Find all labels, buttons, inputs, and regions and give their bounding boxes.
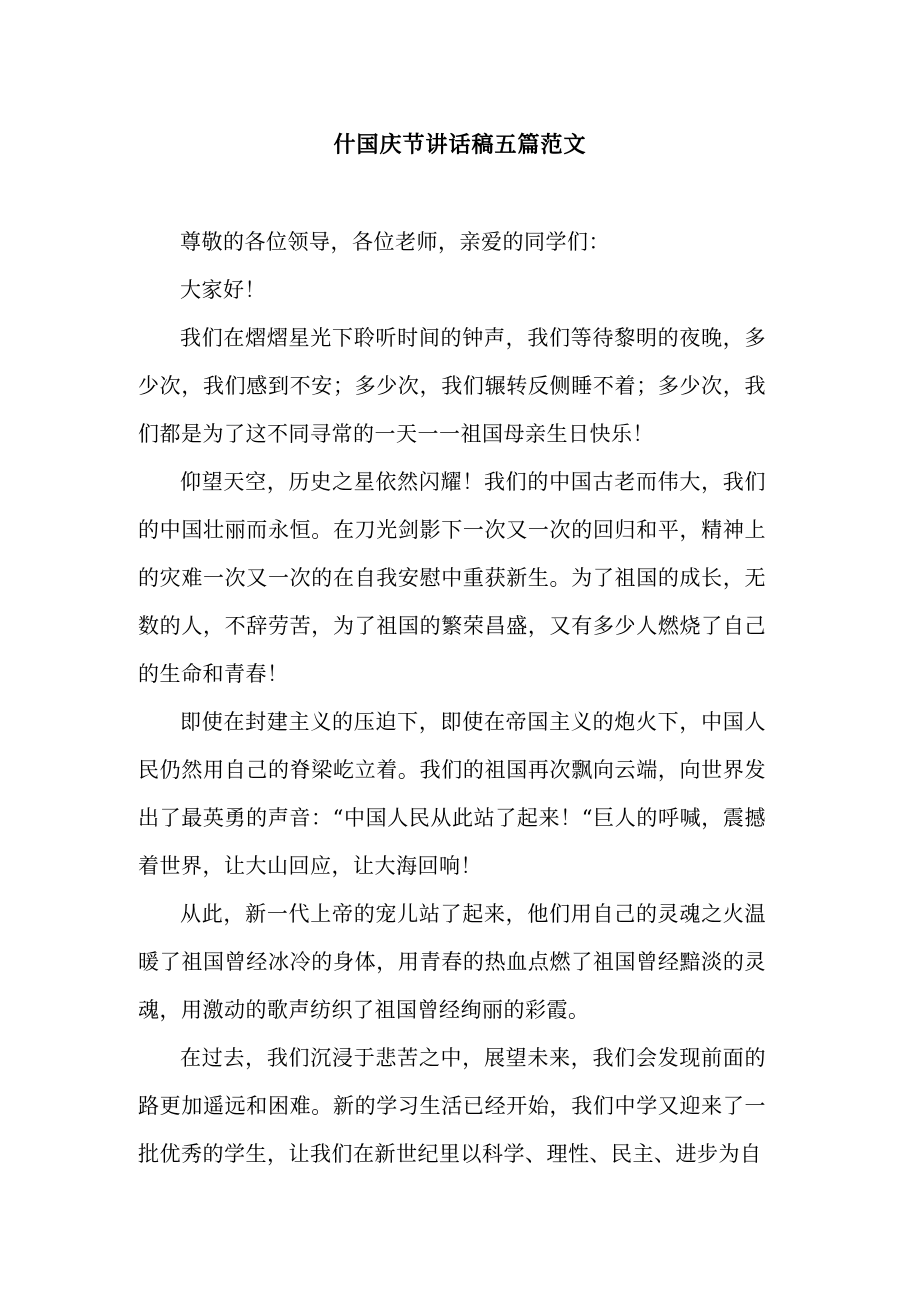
paragraph: 从此，新一代上帝的宠儿站了起来，他们用自己的灵魂之火温暖了祖国曾经冰冷的身体，用青春的热血点燃了祖国曾经黯淡的灵魂，用激动的歌声纺织了祖国曾经绚丽的彩霞。 (138, 902, 766, 1022)
paragraph: 在过去，我们沉浸于悲苦之中，展望未来，我们会发现前面的路更加遥远和困难。新的学习生活已经开始，我们中学又迎来了一批优秀的学生，让我们在新世纪里以科学、理性、民主、进步为自 (138, 1046, 766, 1166)
document-body (138, 218, 766, 1178)
paragraph-salutation: 尊敬的各位领导，各位老师，亲爱的同学们： (180, 230, 610, 254)
paragraph-greeting: 大家好！ (180, 278, 266, 302)
paragraph: 仰望天空，历史之星依然闪耀！我们的中国古老而伟大，我们的中国壮丽而永恒。在刀光剑影下一次又一次的回归和平，精神上的灾难一次又一次的在自我安慰中重获新生。为了祖国的成长，无数的人，不辞劳苦，为了祖国的繁荣昌盛，又有多少人燃烧了自己的生命和青春！ (138, 470, 766, 686)
paragraph: 即使在封建主义的压迫下，即使在帝国主义的炮火下，中国人民仍然用自己的脊梁屹立着。我们的祖国再次飘向云端，向世界发出了最英勇的声音：“中国人民从此站了起来！“巨人的呼喊，震撼着世界，让大山回应，让大海回响！ (138, 710, 766, 878)
paragraph: 我们在熠熠星光下聆听时间的钟声，我们等待黎明的夜晚，多少次，我们感到不安；多少次，我们辗转反侧睡不着；多少次，我们都是为了这不同寻常的一天一一祖国母亲生日快乐！ (138, 326, 766, 446)
document-title: 什国庆节讲话稿五篇范文 (333, 133, 587, 158)
